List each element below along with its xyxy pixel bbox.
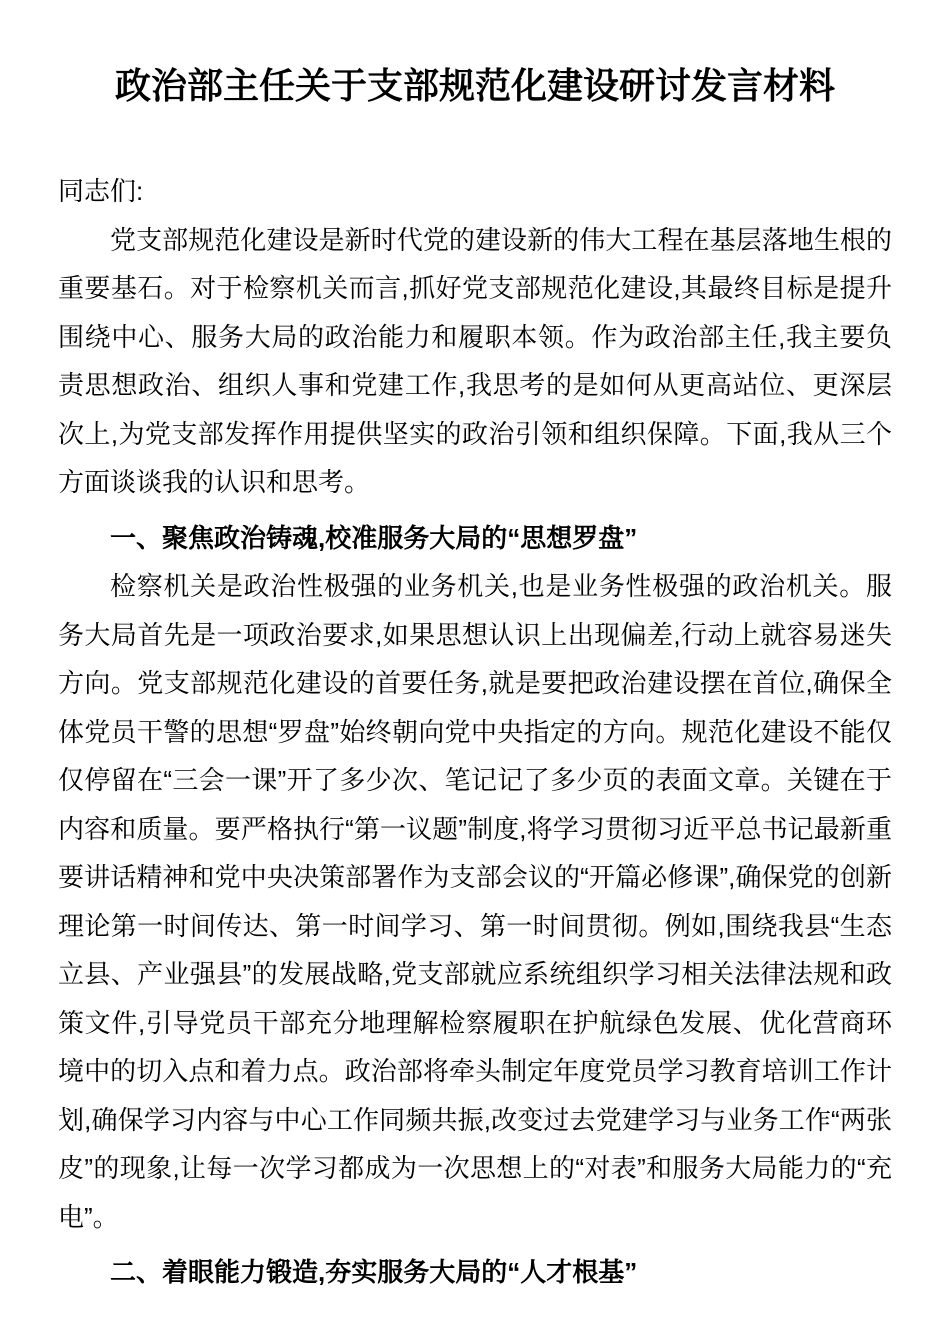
salutation: 同志们: — [58, 176, 144, 206]
document-title: 政治部主任关于支部规范化建设研讨发言材料 — [114, 65, 835, 106]
section-heading-2: 二、着眼能力锻造,夯实服务大局的“人才根基” — [110, 1257, 638, 1287]
paragraph-intro: 党支部规范化建设是新时代党的建设新的伟大工程在基层落地生根的重要基石。对于检察机关而言,抓好党支部规范化建设,其最终目标是提升围绕中心、服务大局的政治能力和履职本领。作为政治部主任,我主要负责思想政治、组织人事和党建工作,我思考的是如何从更高站位、更深层次上,为党支部发挥作用提供坚实的政治引领和组织保障。下面,我从三个方面谈谈我的认识和思考。 — [58, 224, 892, 497]
section-heading-1: 一、聚焦政治铸魂,校准服务大局的“思想罗盘” — [110, 522, 638, 553]
paragraph-section-1: 检察机关是政治性极强的业务机关,也是业务性极强的政治机关。服务大局首先是一项政治要求,如果思想认识上出现偏差,行动上就容易迷失方向。党支部规范化建设的首要任务,就是要把政治建设摆在首位,确保全体党员干警的思想“罗盘”始终朝向党中央指定的方向。规范化建设不能仅仅停留在“三会一课”开了多少次、笔记记了多少页的表面文章。关键在于内容和质量。要严格执行“第一议题”制度,将学习贯彻习近平总书记最新重要讲话精神和党中央决策部署作为支部会议的“开篇必修课”,确保党的创新理论第一时间传达、第一时间学习、第一时间贯彻。例如,围绕我县“生态立县、产业强县”的发展战略,党支部就应系统组织学习相关法律法规和政策文件,引导党员干部充分地理解检察履职在护航绿色发展、优化营商环境中的切入点和着力点。政治部将牵头制定年度党员学习教育培训工作计划,确保学习内容与中心工作同频共振,改变过去党建学习与业务工作“两张皮”的现象,让每一次学习都成为一次思想上的“对表”和服务大局能力的“充电”。 — [58, 571, 892, 1232]
